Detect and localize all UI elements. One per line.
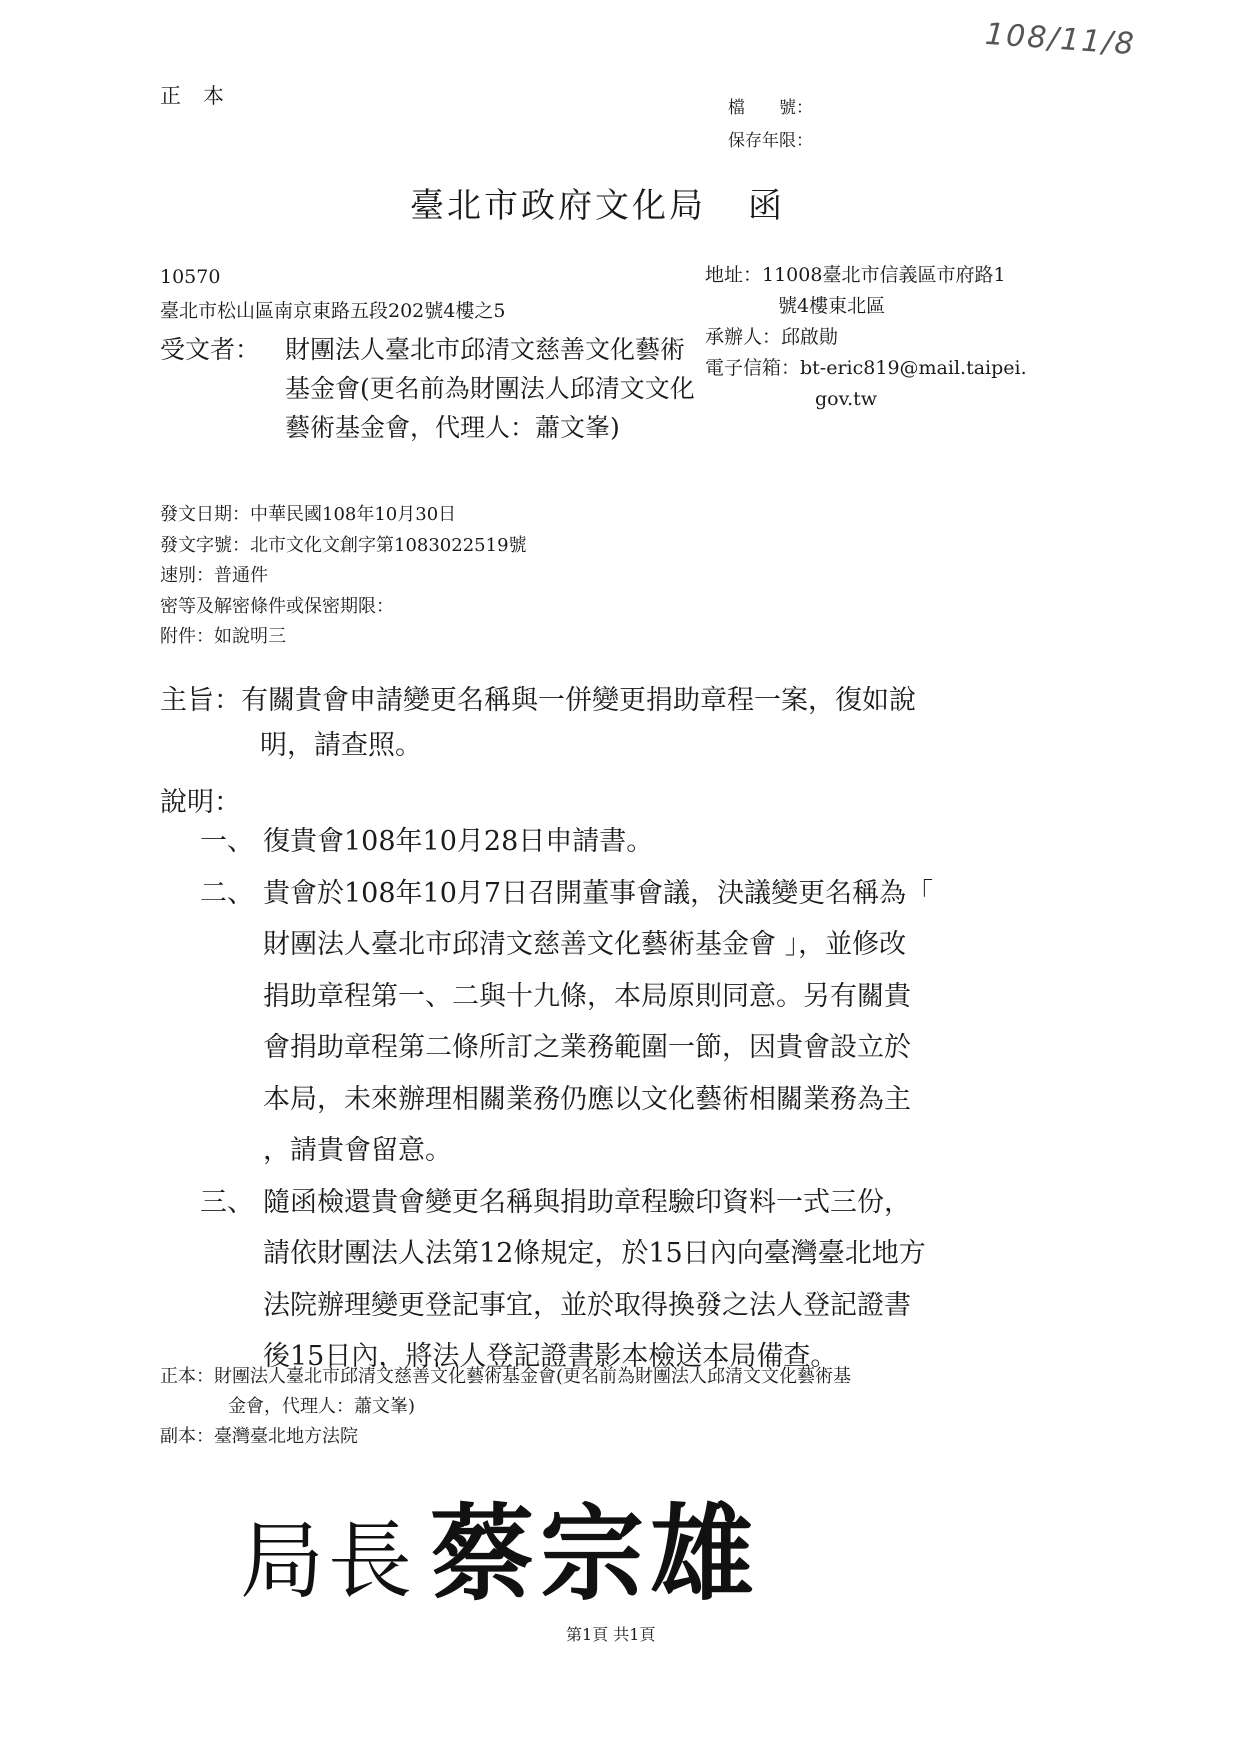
explanation-item-2	[200, 868, 933, 1177]
item-line: 復貴會108年10月28日申請書。	[263, 826, 654, 857]
subject-line2: 明，請查照。	[260, 730, 422, 761]
subject	[160, 678, 916, 768]
signature-stamp	[240, 1470, 760, 1620]
copy-recipient: 副本：臺灣臺北地方法院	[160, 1426, 358, 1447]
copy-mark: 正本	[160, 84, 246, 108]
distribution-list	[160, 1362, 851, 1452]
document-meta	[160, 500, 527, 653]
item-number: 二、	[200, 877, 254, 909]
item-line: 會捐助章程第二條所訂之業務範圍一節，因貴會設立於	[263, 1032, 911, 1063]
archive-number: 檔 號：	[728, 98, 813, 118]
item-line: 請依財團法人法第12條規定，於15日內向臺灣臺北地方	[263, 1238, 926, 1269]
original-recipient-line2: 金會，代理人：蕭文峯)	[228, 1396, 416, 1417]
original-recipient-line1: 正本：財團法人臺北市邱清文慈善文化藝術基金會(更名前為財團法人邱清文文化藝術基	[160, 1366, 852, 1387]
subject-line1: 主旨：有關貴會申請變更名稱與一併變更捐助章程一案，復如說	[160, 685, 916, 716]
secrecy-level: 密等及解密條件或保密期限：	[160, 595, 394, 617]
issue-date: 發文日期：中華民國108年10月30日	[160, 504, 457, 525]
document-number: 發文字號：北市文化文創字第1083022519號	[160, 534, 527, 556]
sender-address-line2: 號4樓東北區	[778, 295, 886, 317]
page-number: 第1頁 共1頁	[566, 1625, 656, 1644]
item-line: 本局，未來辦理相關業務仍應以文化藝術相關業務為主	[263, 1083, 911, 1115]
sender-address-line1: 地址：11008臺北市信義區市府路1	[705, 264, 1006, 286]
document-type: 函	[748, 186, 785, 226]
recipient-address: 臺北市松山區南京東路五段202號4樓之5	[160, 300, 506, 322]
archive-info	[728, 92, 813, 158]
delivery-speed: 速別：普通件	[160, 565, 268, 586]
signature-title: 局長	[240, 1512, 417, 1610]
item-line: 後15日內，將法人登記證書影本檢送本局備查。	[263, 1341, 838, 1372]
recipient-name: 財團法人臺北市邱清文慈善文化藝術基金會(更名前為財團法人邱清文文化藝術基金會，代理人：蕭文峯)	[285, 335, 695, 442]
item-number: 一、	[200, 826, 254, 857]
recipient-label: 受文者：	[160, 335, 261, 364]
item-number: 三、	[200, 1186, 254, 1218]
sender-email-line1: 電子信箱：bt-eric819@mail.taipei.	[705, 357, 1027, 379]
explanation-item-1	[200, 816, 933, 868]
item-line: ，請貴會留意。	[263, 1135, 452, 1166]
item-line: 捐助章程第一、二與十九條，本局原則同意。另有關貴	[263, 980, 911, 1012]
explanation-item-3	[200, 1177, 933, 1383]
retention-period: 保存年限：	[728, 131, 813, 151]
sender-contact: 承辦人：邱啟勛	[705, 326, 839, 348]
item-line: 財團法人臺北市邱清文慈善文化藝術基金會 」，並修改	[263, 929, 907, 960]
explanation-label: 說明：	[160, 787, 241, 818]
explanation-items	[200, 816, 933, 1383]
item-line: 貴會於108年10月7日召開董事會議，決議變更名稱為「	[263, 877, 934, 909]
agency-name: 臺北市政府文化局	[410, 186, 706, 226]
item-line: 隨函檢還貴會變更名稱與捐助章程驗印資料一式三份，	[263, 1186, 911, 1218]
signature-name: 蔡宗雄	[430, 1492, 761, 1615]
document-title	[410, 178, 785, 227]
item-line: 法院辦理變更登記事宜，並於取得換發之法人登記證書	[263, 1289, 911, 1321]
sender-info	[705, 260, 1027, 415]
sender-email-line2: gov.tw	[815, 388, 878, 410]
attachment: 附件：如說明三	[160, 626, 286, 647]
postal-code: 10570	[160, 266, 221, 288]
handwritten-date-annotation: 108/11/8	[983, 16, 1137, 63]
